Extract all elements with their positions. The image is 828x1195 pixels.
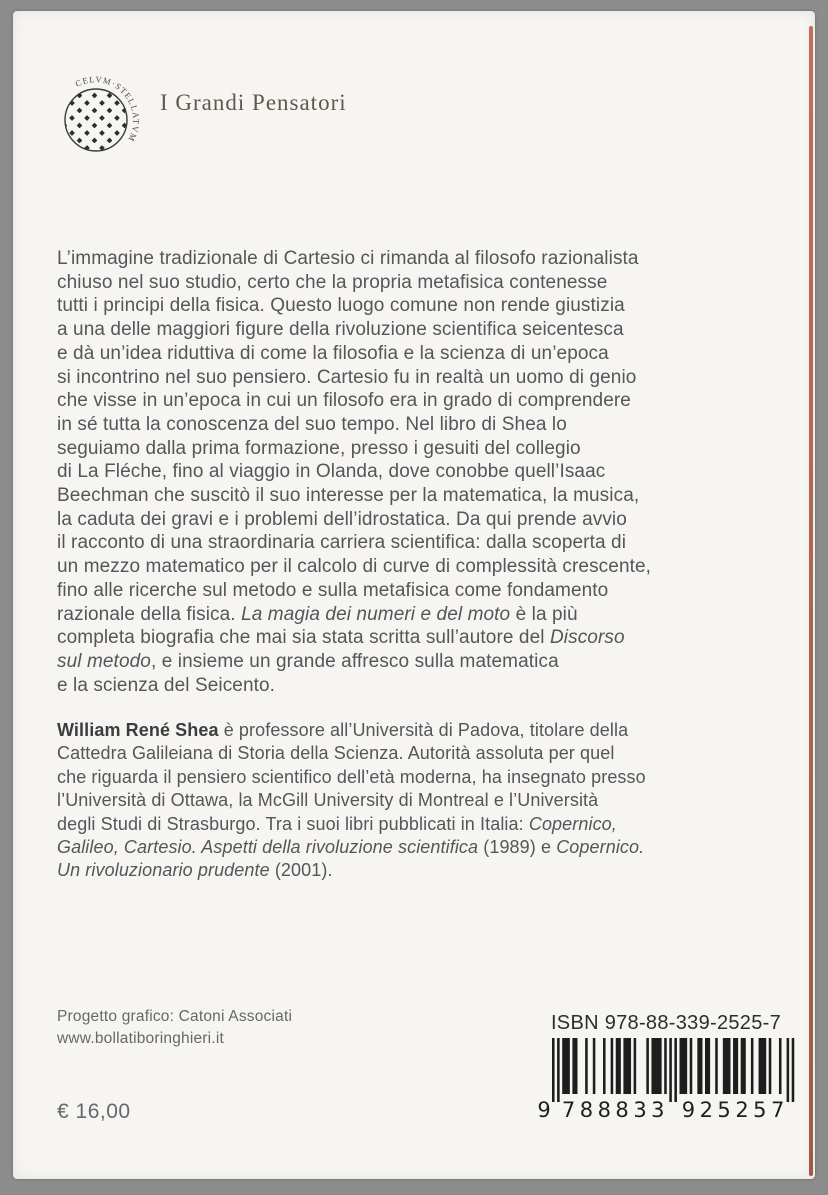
text-line: l’Università di Ottawa, la McGill University di Montreal e l’Università — [57, 790, 599, 811]
svg-text:7: 7 — [561, 1098, 576, 1122]
colophon — [57, 1006, 292, 1050]
text-line: un mezzo matematico per il calcolo di curve di complessità crescente, — [57, 556, 652, 578]
text-line: razionale della fisica. La magia dei numeri e del moto è la più — [57, 603, 578, 625]
barcode-svg — [536, 1038, 796, 1122]
text-line: Cattedra Galileiana di Storia della Scienza. Autorità assoluta per quel — [57, 743, 615, 764]
svg-text:8: 8 — [615, 1098, 629, 1122]
svg-text:8: 8 — [597, 1098, 611, 1122]
text-line: a una delle maggiori figure della rivoluzione scientifica seicentesca — [57, 319, 624, 341]
svg-text:8: 8 — [579, 1098, 594, 1122]
text-line: William René Shea è professore all’Università di Padova, titolare della — [57, 720, 629, 740]
series-title: I Grandi Pensatori — [160, 90, 347, 115]
text-line: chiuso nel suo studio, certo che la propria metafisica contenesse — [57, 271, 608, 293]
text-line: completa biografia che mai sia stata scritta sull’autore del Discorso — [57, 627, 625, 649]
logo-curved-text: CELVM·STELLATVM — [73, 74, 142, 144]
text-line: la caduta dei gravi e i problemi dell’idrostatica. Da qui prende avvio — [57, 508, 627, 530]
text-line: fino alle ricerche sul metodo e sulla metafisica come fondamento — [57, 579, 609, 601]
svg-text:2: 2 — [699, 1098, 713, 1122]
svg-text:9: 9 — [537, 1098, 551, 1122]
text-line: in sé tutta la conoscenza del suo tempo. Nel libro di Shea lo — [57, 413, 567, 435]
text-line: L’immagine tradizionale di Cartesio ci rimanda al filosofo razionalista — [57, 248, 639, 269]
text-line: e la scienza del Seicento. — [57, 674, 276, 696]
text-line: si incontrino nel suo pensiero. Cartesio fu in realtà un uomo di genio — [57, 366, 637, 388]
svg-text:9: 9 — [681, 1098, 696, 1122]
series-header — [52, 58, 452, 168]
text-line: Galileo, Cartesio. Aspetti della rivoluzione scientifica (1989) e Copernico. — [57, 837, 645, 858]
text-line: degli Studi di Strasburgo. Tra i suoi libri pubblicati in Italia: Copernico, — [57, 813, 617, 834]
text-line: tutti i principi della fisica. Questo luogo comune non rende giustizia — [57, 295, 625, 317]
text-line: il racconto di una straordinaria carriera scientifica: dalla scoperta di — [57, 532, 627, 554]
text-line: Beechman che suscitò il suo interesse per la matematica, la musica, — [57, 485, 640, 507]
svg-text:3: 3 — [633, 1098, 647, 1122]
publisher-website: www.bollatiboringhieri.it — [57, 1030, 224, 1047]
red-cover-edge — [809, 26, 813, 1176]
text-line: di La Fléche, fino al viaggio in Olanda, dove conobbe quell’Isaac — [57, 461, 606, 483]
book-blurb — [57, 247, 737, 697]
text-line: che visse in un’epoca in cui un filosofo era in grado di comprendere — [57, 390, 631, 412]
text-line: che riguarda il pensiero scientifico dell’età moderna, ha insegnato presso — [57, 766, 646, 787]
isbn-block — [534, 1012, 798, 1122]
publisher-starry-sky-logo — [52, 68, 152, 168]
text-line: e dà un’idea riduttiva di come la filosofia e la scienza di un’epoca — [57, 342, 609, 364]
price-label: € 16,00 — [57, 1100, 131, 1123]
logo-star-circle — [65, 89, 127, 151]
design-credit: Progetto grafico: Catoni Associati — [57, 1008, 293, 1025]
svg-text:7: 7 — [771, 1098, 785, 1122]
text-line: Un rivoluzionario prudente (2001). — [57, 860, 333, 881]
text-line: seguiamo dalla prima formazione, presso i gesuiti del collegio — [57, 437, 581, 459]
svg-text:5: 5 — [717, 1098, 731, 1122]
author-bio — [57, 719, 757, 883]
ean13-barcode — [534, 1038, 798, 1122]
text-line: sul metodo, e insieme un grande affresco sulla matematica — [57, 650, 559, 672]
svg-text:3: 3 — [651, 1098, 665, 1122]
svg-text:5: 5 — [753, 1098, 767, 1122]
svg-text:2: 2 — [735, 1098, 749, 1122]
isbn-label: ISBN 978-88-339-2525-7 — [550, 1012, 782, 1034]
